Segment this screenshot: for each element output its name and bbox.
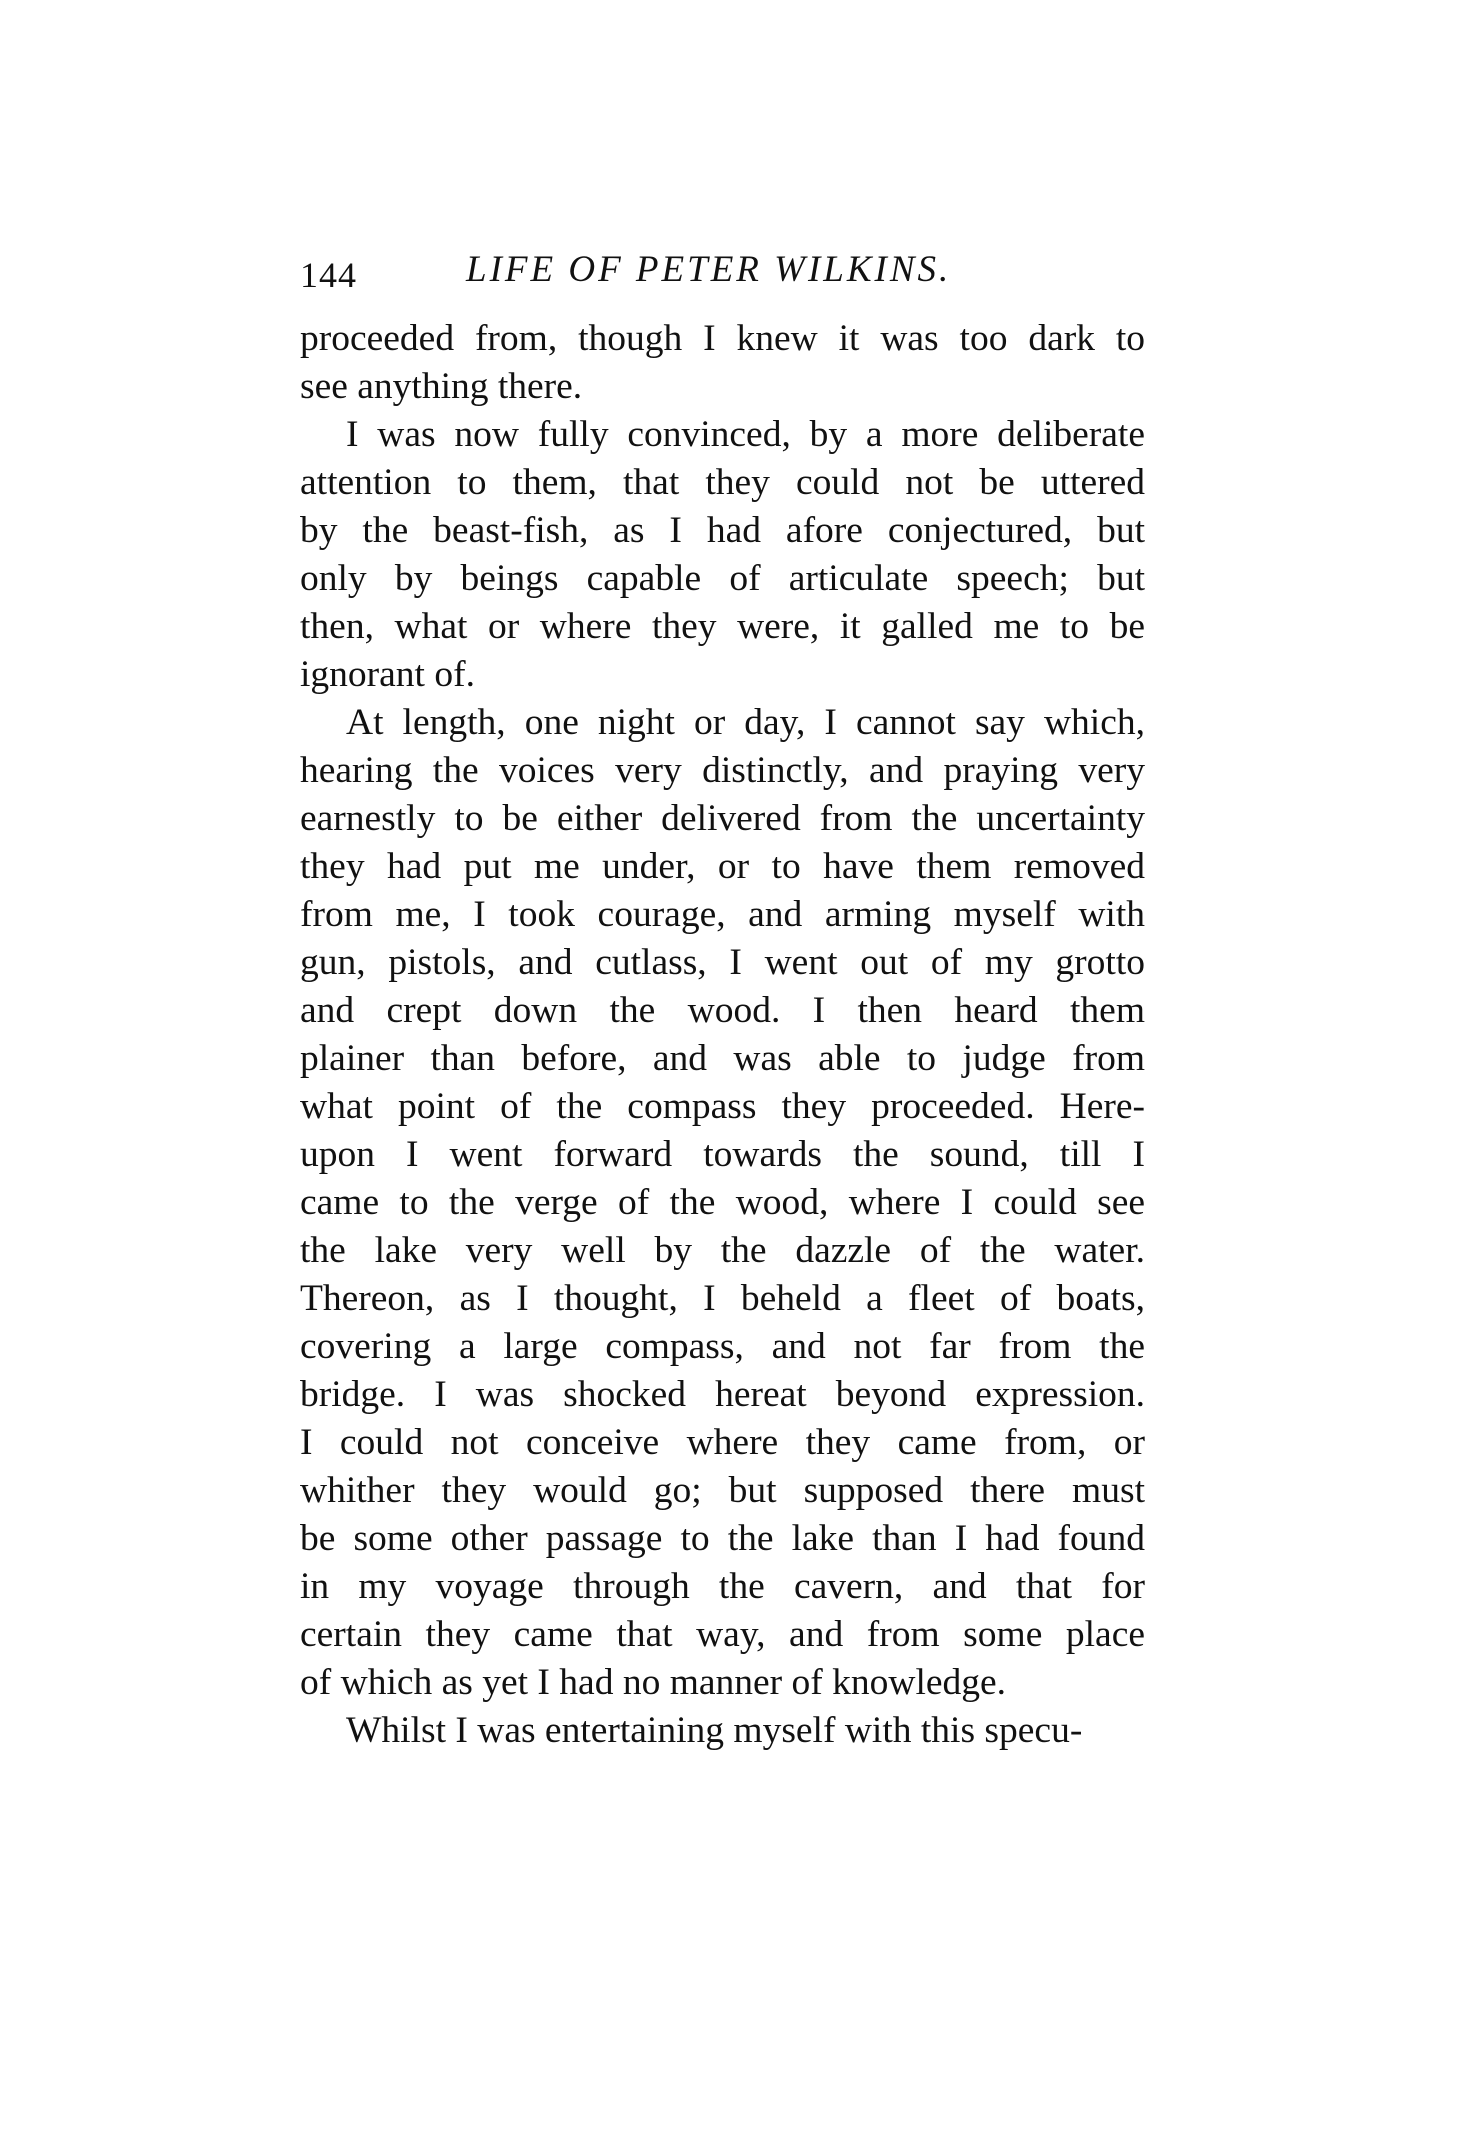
text-line: Thereon, as I thought, I beheld a fleet of boats, — [300, 1278, 1145, 1319]
text-line: the lake very well by the dazzle of the water. — [300, 1230, 1145, 1271]
text-line: in my voyage through the cavern, and that for — [300, 1566, 1145, 1607]
text-line: only by beings capable of articulate speech; but — [300, 558, 1145, 599]
text-line: upon I went forward towards the sound, till I — [300, 1134, 1145, 1175]
text-line: proceeded from, though I knew it was too dark to — [300, 318, 1145, 359]
text-line: came to the verge of the wood, where I could see — [300, 1182, 1145, 1223]
text-line: what point of the compass they proceeded. Here- — [300, 1086, 1145, 1127]
text-line: attention to them, that they could not be uttered — [300, 462, 1145, 503]
text-line: by the beast-fish, as I had afore conjectured, but — [300, 510, 1145, 551]
text-line: plainer than before, and was able to judge from — [300, 1038, 1145, 1079]
body-text — [300, 315, 1145, 1755]
paragraph-first-line: Whilst I was entertaining myself with this specu- — [346, 1710, 1083, 1751]
page-number: 144 — [300, 255, 357, 295]
text-line: bridge. I was shocked hereat beyond expression. — [300, 1374, 1145, 1415]
text-line: then, what or where they were, it galled me to be — [300, 606, 1145, 647]
text-line: from me, I took courage, and arming myself with — [300, 894, 1145, 935]
text-line: earnestly to be either delivered from the uncertainty — [300, 798, 1145, 839]
running-head — [300, 248, 1150, 298]
text-line: they had put me under, or to have them removed — [300, 846, 1145, 887]
paragraph-first-line: At length, one night or day, I cannot say which, — [346, 702, 1145, 743]
text-line: ignorant of. — [300, 654, 475, 695]
text-line: of which as yet I had no manner of knowledge. — [300, 1662, 1007, 1703]
text-line: certain they came that way, and from some place — [300, 1614, 1145, 1655]
paragraph-first-line: I was now fully convinced, by a more deliberate — [346, 414, 1145, 455]
text-line: be some other passage to the lake than I had found — [300, 1518, 1145, 1559]
text-line: and crept down the wood. I then heard them — [300, 990, 1145, 1031]
text-line: I could not conceive where they came from, or — [300, 1422, 1145, 1463]
text-line: gun, pistols, and cutlass, I went out of my grotto — [300, 942, 1145, 983]
text-line: see anything there. — [300, 366, 583, 407]
text-line: hearing the voices very distinctly, and praying very — [300, 750, 1145, 791]
text-line: covering a large compass, and not far from the — [300, 1326, 1145, 1367]
book-title: LIFE OF PETER WILKINS. — [466, 249, 952, 290]
text-line: whither they would go; but supposed there must — [300, 1470, 1145, 1511]
